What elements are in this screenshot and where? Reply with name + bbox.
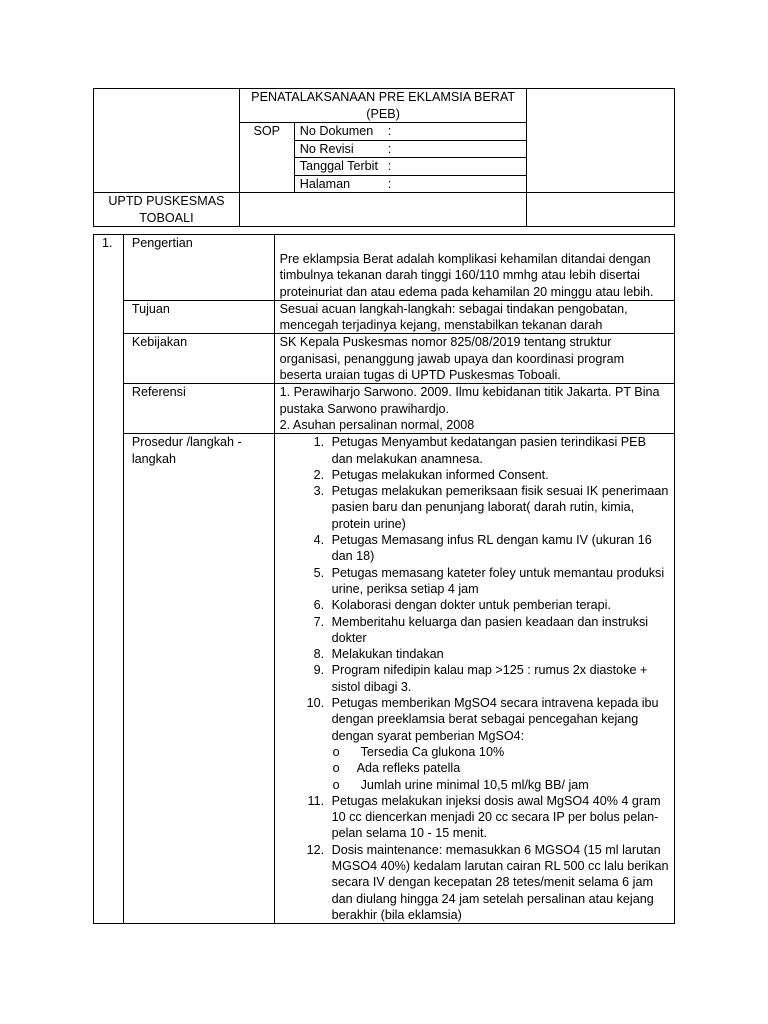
- label-kebijakan: Kebijakan: [123, 334, 274, 384]
- logo-right-cell: [527, 89, 675, 193]
- list-item: 1. Petugas Menyambut kedatangan pasien terindikasi PEB dan melakukan anamnesa.: [328, 434, 669, 467]
- list-item: 2. Petugas melakukan informed Consent.: [328, 467, 669, 483]
- text-tujuan: Sesuai acuan langkah-langkah: sebagai tindakan pengobatan, mencegah terjadinya kejang, menstabilkan tekanan darah: [274, 300, 674, 334]
- referensi-2: 2. Asuhan persalinan normal, 2008: [279, 417, 475, 432]
- pengertian-paragraph: Pre eklampsia Berat adalah komplikasi kehamilan ditandai dengan timbulnya tekanan darah tinggi 160/110 mmhg atau lebih disertai proteinuriat dan atau edema pada kehamilan 20 minggu atau lebih.: [279, 252, 654, 299]
- referensi-1: 1. Perawiharjo Sarwono. 2009. Ilmu kebidanan titik Jakarta. PT Bina pustaka Sarwono prawihardjo.: [279, 385, 660, 416]
- sub-list-item: o Ada refleks patella: [332, 761, 461, 776]
- text-kebijakan: SK Kepala Puskesmas nomor 825/08/2019 tentang struktur organisasi, penanggung jawab upaya dan koordinasi program beserta uraian tugas di UPTD Puskesmas Toboali.: [274, 334, 674, 384]
- list-item: 3. Petugas melakukan pemeriksaan fisik sesuai IK penerimaan pasien baru dan penunjang laborat( darah rutin, kimia, protein urine): [328, 483, 669, 532]
- list-item: 9. Program nifedipin kalau map >125 : rumus 2x diastoke + sistol dibagi 3.: [328, 662, 669, 695]
- label-pengertian: Pengertian: [123, 235, 274, 301]
- label-prosedur: Prosedur /langkah - langkah: [123, 434, 274, 924]
- prosedur-steps-cell: [274, 434, 674, 924]
- text-referensi: [274, 384, 674, 434]
- label-tujuan: Tujuan: [123, 300, 274, 334]
- bullet-icon: o: [332, 777, 340, 792]
- row-referensi: [94, 384, 675, 434]
- list-item: 11. Petugas melakukan injeksi dosis awal MgSO4 40% 4 gram 10 cc diencerkan menjadi 20 cc secara IP per bolus pelan-pelan selama 10 - 15 menit.: [328, 793, 669, 842]
- header-table: [93, 88, 675, 227]
- logo-left-cell: [94, 89, 240, 193]
- document-title: PENATALAKSANAAN PRE EKLAMSIA BERAT (PEB): [239, 89, 527, 123]
- field-no-revisi: No Revisi :: [294, 140, 527, 158]
- row-tujuan: [94, 300, 675, 334]
- sop-label: SOP: [239, 123, 294, 193]
- row-pengertian: [94, 235, 675, 301]
- field-tanggal-terbit: Tanggal Terbit :: [294, 158, 527, 176]
- organization-name: UPTD PUSKESMAS TOBOALI: [94, 193, 240, 227]
- list-item: 5. Petugas memasang kateter foley untuk memantau produksi urine, periksa setiap 4 jam: [328, 565, 669, 598]
- row-kebijakan: [94, 334, 675, 384]
- list-item: 6. Kolaborasi dengan dokter untuk pemberian terapi.: [328, 597, 669, 613]
- section-number: 1.: [94, 235, 124, 924]
- text-pengertian: [274, 235, 674, 301]
- bullet-icon: o: [332, 744, 340, 759]
- org-empty-cell: [239, 193, 527, 227]
- sub-list-item: o Jumlah urine minimal 10,5 ml/kg BB/ jam: [332, 777, 589, 792]
- procedure-steps-list: [280, 434, 669, 923]
- org-right-empty-cell: [527, 193, 675, 227]
- sop-content-table: [93, 234, 675, 924]
- list-item: 12. Dosis maintenance: memasukkan 6 MGSO4 (15 ml larutan MGSO4 40%) kedalam larutan cairan RL 500 cc lalu berikan secara IV dengan kecepatan 28 tetes/menit selama 6 jam dan diulang hingga 24 jam setelah persalinan atau kejang berakhir (bila eklamsia): [328, 842, 669, 923]
- list-item: 7. Memberitahu keluarga dan pasien keadaan dan instruksi dokter: [328, 614, 669, 647]
- label-referensi: Referensi: [123, 384, 274, 434]
- list-item: 4. Petugas Memasang infus RL dengan kamu IV (ukuran 16 dan 18): [328, 532, 669, 565]
- list-item-mgso4: 10. Petugas memberikan MgSO4 secara intravena kepada ibu dengan preeklamsia berat sebagai pencegahan kejang dengan syarat pemberian MgSO4: o Tersedia Ca glukona 10% o Ada refleks patella o Jumlah urine minimal 10,5 ml/kg BB/ jam: [328, 695, 669, 793]
- field-halaman: Halaman :: [294, 175, 527, 193]
- mgso4-requirements-list: [332, 744, 669, 793]
- field-no-dokumen: No Dokumen :: [294, 123, 527, 141]
- row-prosedur: [94, 434, 675, 924]
- list-item: 8. Melakukan tindakan: [328, 646, 669, 662]
- bullet-icon: o: [332, 761, 340, 776]
- sub-list-item: o Tersedia Ca glukona 10%: [332, 744, 505, 759]
